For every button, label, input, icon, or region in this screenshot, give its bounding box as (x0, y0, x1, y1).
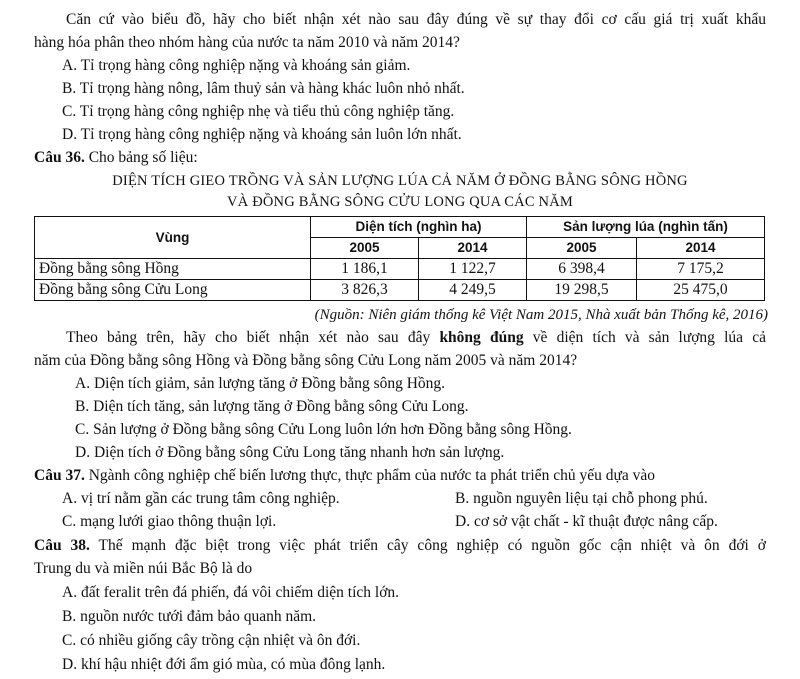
header-year: 2014 (637, 238, 765, 259)
value-cell: 3 826,3 (311, 280, 419, 301)
q38-option-d: D. khí hậu nhiệt đới ẩm gió mùa, có mùa đông lạnh. (62, 656, 386, 673)
q36-question-part-1: Theo bảng trên, hãy cho biết nhận xét nào sau đây (66, 329, 440, 346)
table-title-line-1: DIỆN TÍCH GIEO TRỒNG VÀ SẢN LƯỢNG LÚA CẢ NĂM Ở ĐỒNG BẰNG SÔNG HỒNG (112, 173, 688, 189)
header-year: 2014 (419, 238, 527, 259)
table-title-line-2: VÀ ĐỒNG BẰNG SÔNG CỬU LONG QUA CÁC NĂM (227, 194, 573, 210)
q37-option-b: B. nguồn nguyên liệu tại chỗ phong phú. (455, 490, 708, 507)
q36-intro (34, 147, 198, 169)
q37-option-d: D. cơ sở vật chất - kĩ thuật được nâng cấp. (455, 513, 718, 530)
header-output: Sản lượng lúa (nghìn tấn) (527, 217, 765, 238)
q37-stem-text: Ngành công nghiệp chế biến lương thực, thực phẩm của nước ta phát triển chủ yếu dựa vào (84, 467, 655, 484)
q37-stem (34, 465, 655, 487)
q35-option-b: B. Tỉ trọng hàng nông, lâm thuỷ sản và hàng khác luôn nhỏ nhất. (62, 80, 465, 97)
q36-label: Câu 36. (34, 149, 85, 166)
value-cell: 7 175,2 (637, 259, 765, 280)
value-cell: 6 398,4 (527, 259, 637, 280)
header-region: Vùng (35, 217, 311, 259)
q36-option-b: B. Diện tích tăng, sản lượng tăng ở Đồng bằng sông Cửu Long. (75, 398, 469, 415)
region-cell: Đồng bằng sông Cửu Long (35, 280, 311, 301)
q37-option-a: A. vị trí nằm gần các trung tâm công nghiệp. (62, 490, 340, 507)
table-row (35, 280, 765, 301)
q38-stem-line-2: Trung du và miền núi Bắc Bộ là do (34, 560, 253, 577)
q38-option-b: B. nguồn nước tưới đảm bảo quanh năm. (62, 608, 317, 625)
q35-option-c: C. Tỉ trọng hàng công nghiệp nhẹ và tiểu thủ công nghiệp tăng. (62, 103, 455, 120)
q36-option-d: D. Diện tích ở Đồng bằng sông Cửu Long tăng nhanh hơn sản lượng. (75, 444, 505, 461)
value-cell: 1 122,7 (419, 259, 527, 280)
rice-data-table (34, 216, 765, 301)
table-source: (Nguồn: Niên giám thống kê Việt Nam 2015, Nhà xuất bản Thống kê, 2016) (314, 307, 768, 323)
header-area: Diện tích (nghìn ha) (311, 217, 527, 238)
q36-option-a: A. Diện tích giảm, sản lượng tăng ở Đồng bằng sông Hồng. (75, 375, 446, 392)
value-cell: 1 186,1 (311, 259, 419, 280)
q38-option-a: A. đất feralit trên đá phiến, đá vôi chiếm diện tích lớn. (62, 584, 400, 601)
q37-option-c: C. mạng lưới giao thông thuận lợi. (62, 513, 277, 530)
q38-option-c: C. có nhiều giống cây trồng cận nhiệt và ôn đới. (62, 632, 361, 649)
q36-question-line-1 (66, 327, 766, 349)
q36-question-part-2: về diện tích và sản lượng lúa cả (523, 329, 766, 346)
q35-option-d: D. Tỉ trọng hàng công nghiệp nặng và khoáng sản luôn lớn nhất. (62, 126, 462, 143)
q35-stem-line-2: hàng hóa phân theo nhóm hàng của nước ta năm 2010 và năm 2014? (34, 34, 460, 51)
q38-stem-line-1 (34, 535, 766, 557)
q36-question-emphasis: không đúng (439, 329, 524, 346)
q36-option-c: C. Sản lượng ở Đồng bằng sông Cửu Long luôn lớn hơn Đồng bằng sông Hồng. (75, 421, 572, 438)
value-cell: 25 475,0 (637, 280, 765, 301)
region-cell: Đồng bằng sông Hồng (35, 259, 311, 280)
q35-stem-line-1: Căn cứ vào biểu đồ, hãy cho biết nhận xét nào sau đây đúng về sự thay đổi cơ cấu giá trị xuất khẩu (66, 11, 766, 28)
table-row (35, 259, 765, 280)
q36-question-line-2: năm của Đồng bằng sông Hồng và Đồng bằng sông Cửu Long năm 2005 và năm 2014? (34, 352, 578, 369)
value-cell: 19 298,5 (527, 280, 637, 301)
table-header-row (35, 217, 765, 238)
q38-label: Câu 38. (34, 537, 90, 554)
header-year: 2005 (527, 238, 637, 259)
q37-label: Câu 37. (34, 467, 85, 484)
header-year: 2005 (311, 238, 419, 259)
q38-stem-text: Thế mạnh đặc biệt trong việc phát triển cây công nghiệp có nguồn gốc cận nhiệt và ôn đới ở (89, 537, 766, 554)
value-cell: 4 249,5 (419, 280, 527, 301)
q36-intro-text: Cho bảng số liệu: (84, 149, 198, 166)
q35-option-a: A. Tỉ trọng hàng công nghiệp nặng và khoáng sản giảm. (62, 57, 411, 74)
